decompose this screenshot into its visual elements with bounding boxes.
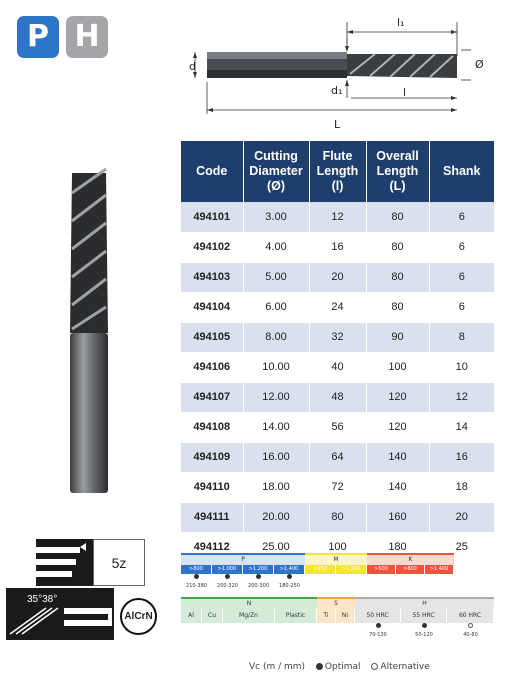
application-mark <box>317 623 336 632</box>
cell-overall-length: 80 <box>366 232 429 262</box>
application-mark <box>212 574 243 583</box>
alternative-dot-icon <box>371 663 378 670</box>
legend <box>249 662 430 672</box>
material-subgroup: >1.400 <box>274 565 305 574</box>
application-mark <box>425 574 454 583</box>
cell-cutting-diameter: 18.00 <box>243 472 309 502</box>
end-mill-image <box>64 163 114 495</box>
cell-code: 494109 <box>181 442 243 472</box>
vc-range <box>336 583 367 593</box>
application-mark <box>401 623 447 632</box>
application-mark <box>223 623 275 632</box>
cell-code: 494106 <box>181 352 243 382</box>
cell-flute-length: 72 <box>309 472 366 502</box>
cell-cutting-diameter: 20.00 <box>243 502 309 532</box>
cell-cutting-diameter: 10.00 <box>243 352 309 382</box>
alternative-dot-icon <box>468 623 473 628</box>
optimal-dot-icon <box>194 574 199 579</box>
cell-flute-length: 64 <box>309 442 366 472</box>
optimal-dot-icon <box>316 663 323 670</box>
cell-cutting-diameter: 5.00 <box>243 262 309 292</box>
material-group-s: S <box>317 597 355 609</box>
material-subgroup: Cu <box>202 609 223 623</box>
cell-code: 494112 <box>181 532 243 562</box>
cell-code: 494101 <box>181 202 243 232</box>
material-subgroup: 50 HRC <box>355 609 401 623</box>
material-application-table <box>181 553 494 642</box>
material-group-p: P <box>181 553 305 565</box>
material-subgroup: >950 <box>305 565 336 574</box>
cell-flute-length: 40 <box>309 352 366 382</box>
material-subgroup: Plastic <box>275 609 317 623</box>
cell-overall-length: 100 <box>366 352 429 382</box>
header-overall-length: Overall Length (L) <box>366 141 429 202</box>
application-mark <box>305 574 336 583</box>
cell-overall-length: 80 <box>366 202 429 232</box>
application-mark <box>181 574 212 583</box>
dim-L-label: L <box>334 118 341 131</box>
application-mark <box>202 623 223 632</box>
vc-range <box>305 583 336 593</box>
cell-shank: 10 <box>429 352 494 382</box>
cell-shank: 18 <box>429 472 494 502</box>
material-group-k: K <box>367 553 454 565</box>
material-subgroup: 55 HRC <box>401 609 447 623</box>
vc-range <box>223 632 275 642</box>
legend-vc: Vc (m / mm) <box>249 662 306 672</box>
vc-range <box>336 632 355 642</box>
material-subgroup: >1.400 <box>425 565 454 574</box>
material-subgroup: Ti <box>317 609 336 623</box>
table-row <box>181 232 494 262</box>
legend-alternative: Alternative <box>380 662 430 672</box>
table-row <box>181 202 494 232</box>
cell-overall-length: 140 <box>366 472 429 502</box>
table-row <box>181 382 494 412</box>
cell-code: 494108 <box>181 412 243 442</box>
application-mark <box>275 623 317 632</box>
material-subgroup: >1.200 <box>336 565 367 574</box>
cell-code: 494105 <box>181 322 243 352</box>
vc-range: 200-300 <box>248 583 269 589</box>
cell-code: 494111 <box>181 502 243 532</box>
cell-shank: 6 <box>429 262 494 292</box>
material-subgroup: Al <box>181 609 202 623</box>
table-row <box>181 352 494 382</box>
header-flute-length: Flute Length (l) <box>309 141 366 202</box>
vc-range <box>396 583 425 593</box>
cell-shank: 8 <box>429 322 494 352</box>
cell-cutting-diameter: 16.00 <box>243 442 309 472</box>
material-subgroup: Ni <box>336 609 355 623</box>
application-mark <box>447 623 494 632</box>
dim-d1-label: d₁ <box>331 84 343 97</box>
optimal-dot-icon <box>422 623 427 628</box>
vc-range <box>202 632 223 642</box>
material-subgroup: >1.200 <box>243 565 274 574</box>
dim-d-label: d <box>189 60 196 73</box>
table-row <box>181 292 494 322</box>
dim-l1-label: l₁ <box>397 16 405 29</box>
cell-flute-length: 32 <box>309 322 366 352</box>
vc-range: 70-130 <box>369 632 387 638</box>
cell-cutting-diameter: 6.00 <box>243 292 309 322</box>
cell-overall-length: 120 <box>366 412 429 442</box>
material-badge-h: H <box>66 16 108 58</box>
cell-flute-length: 20 <box>309 262 366 292</box>
table-row <box>181 472 494 502</box>
material-subgroup: >800 <box>181 565 212 574</box>
header-cutting-diameter: Cutting Diameter (Ø) <box>243 141 309 202</box>
cell-cutting-diameter: 3.00 <box>243 202 309 232</box>
cell-overall-length: 140 <box>366 442 429 472</box>
cell-cutting-diameter: 12.00 <box>243 382 309 412</box>
vc-range: 40-80 <box>463 632 478 638</box>
cell-shank: 14 <box>429 412 494 442</box>
cell-overall-length: 180 <box>366 532 429 562</box>
vc-range: 50-120 <box>415 632 433 638</box>
table-row <box>181 262 494 292</box>
application-mark <box>274 574 305 583</box>
cell-overall-length: 80 <box>366 262 429 292</box>
material-group-n: N <box>181 597 317 609</box>
cell-flute-length: 56 <box>309 412 366 442</box>
cell-overall-length: 90 <box>366 322 429 352</box>
material-group-m: M <box>305 553 367 565</box>
table-row <box>181 502 494 532</box>
helix-icon <box>6 588 114 640</box>
application-mark <box>336 623 355 632</box>
header-shank: Shank <box>429 141 494 202</box>
cell-shank: 16 <box>429 442 494 472</box>
vc-range: 210-380 <box>186 583 207 589</box>
dim-l-label: l <box>403 86 407 99</box>
application-mark <box>181 623 202 632</box>
optimal-dot-icon <box>225 574 230 579</box>
material-subgroup: >800 <box>396 565 425 574</box>
coating-badge: AlCrN <box>120 598 157 635</box>
cell-cutting-diameter: 25.00 <box>243 532 309 562</box>
cell-shank: 20 <box>429 502 494 532</box>
material-subgroup: Mg/Zn <box>223 609 275 623</box>
optimal-dot-icon <box>376 623 381 628</box>
application-mark <box>336 574 367 583</box>
application-mark <box>367 574 396 583</box>
cell-code: 494107 <box>181 382 243 412</box>
cell-shank: 25 <box>429 532 494 562</box>
application-mark <box>396 574 425 583</box>
cell-shank: 6 <box>429 292 494 322</box>
table-row <box>181 322 494 352</box>
cell-shank: 6 <box>429 202 494 232</box>
cell-flute-length: 12 <box>309 202 366 232</box>
optimal-dot-icon <box>287 574 292 579</box>
vc-range: 180-250 <box>279 583 300 589</box>
vc-range <box>425 583 454 593</box>
application-mark <box>355 623 401 632</box>
vc-range <box>275 632 317 642</box>
cell-overall-length: 160 <box>366 502 429 532</box>
vc-range <box>181 632 202 642</box>
cell-flute-length: 100 <box>309 532 366 562</box>
cell-overall-length: 80 <box>366 292 429 322</box>
vc-range <box>367 583 396 593</box>
cell-code: 494110 <box>181 472 243 502</box>
flute-icon <box>36 539 93 586</box>
flute-count-label: 5z <box>93 539 145 586</box>
application-mark <box>243 574 274 583</box>
cell-cutting-diameter: 4.00 <box>243 232 309 262</box>
material-group-h: H <box>355 597 494 609</box>
cell-flute-length: 48 <box>309 382 366 412</box>
table-row <box>181 412 494 442</box>
legend-optimal: Optimal <box>324 662 361 672</box>
vc-range: 200-320 <box>217 583 238 589</box>
dimension-diagram <box>185 14 505 134</box>
cell-flute-length: 24 <box>309 292 366 322</box>
cell-code: 494104 <box>181 292 243 322</box>
vc-range <box>317 632 336 642</box>
cell-flute-length: 80 <box>309 502 366 532</box>
cell-code: 494102 <box>181 232 243 262</box>
material-badge-p: P <box>17 16 59 58</box>
cell-shank: 6 <box>429 232 494 262</box>
cell-flute-length: 16 <box>309 232 366 262</box>
dim-diameter-label: Ø <box>475 58 484 71</box>
helix-angle-pictogram <box>6 588 114 640</box>
material-subgroup: 60 HRC <box>447 609 494 623</box>
helix-angle-label: 35°38° <box>27 594 58 605</box>
cell-cutting-diameter: 8.00 <box>243 322 309 352</box>
material-subgroup: >500 <box>367 565 396 574</box>
cell-code: 494103 <box>181 262 243 292</box>
cell-overall-length: 120 <box>366 382 429 412</box>
specification-table <box>181 141 494 563</box>
flute-count-pictogram <box>36 539 93 586</box>
cell-cutting-diameter: 14.00 <box>243 412 309 442</box>
cell-shank: 12 <box>429 382 494 412</box>
optimal-dot-icon <box>256 574 261 579</box>
table-row <box>181 442 494 472</box>
header-code: Code <box>181 141 243 202</box>
material-subgroup: >1.000 <box>212 565 243 574</box>
